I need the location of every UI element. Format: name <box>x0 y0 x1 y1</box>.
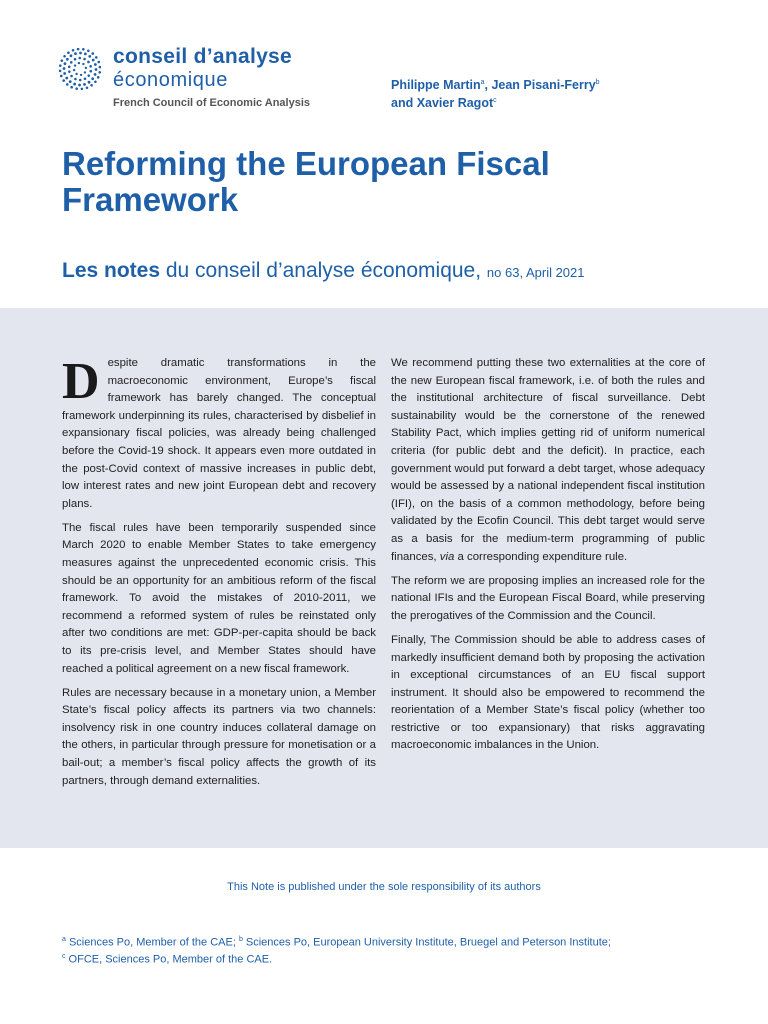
author-2-sup: b <box>595 79 600 86</box>
logo-dot <box>87 61 90 64</box>
logo-dot <box>78 57 81 60</box>
summary-paragraph: Finally, The Commission should be able to address cases of markedly insufficient demand both by proposing the activation in exceptional circumstances of an EU fiscal support instrument. It should also be empowered to recommend the reorientation of a Member State’s fiscal policy (whether too restrictive or too expansionary) that risks aggravating macroeconomic imbalances in the Union. <box>391 633 705 752</box>
logo-dot <box>78 84 81 87</box>
brand-name-line1: conseil d’analyse <box>113 45 293 68</box>
logo-dot <box>94 63 97 66</box>
logo-dot <box>74 78 77 81</box>
footnotes <box>62 933 611 966</box>
logo-dot <box>98 71 101 74</box>
logo-dot <box>97 61 100 64</box>
logo-dot <box>74 58 77 61</box>
logo-dot <box>84 71 86 73</box>
logo-dot <box>70 54 73 57</box>
logo-dot <box>74 52 77 55</box>
footnote-c: OFCE, Sciences Po, Member of the CAE. <box>65 953 273 966</box>
logo-dot <box>75 73 77 75</box>
brand-tagline: French Council of Economic Analysis <box>113 97 311 109</box>
summary-text: a corresponding expenditure rule. <box>454 550 628 563</box>
series-name-rest: du conseil d’analyse économique, <box>160 259 482 282</box>
summary-left-column <box>62 355 376 797</box>
logo-dot <box>68 65 71 68</box>
logo-dot <box>73 69 75 71</box>
logo-dot <box>60 75 63 78</box>
logo-dot <box>59 64 62 67</box>
logo-dot <box>81 88 84 90</box>
logo-dot <box>82 63 84 65</box>
summary-paragraph <box>62 355 376 513</box>
logo-dot <box>66 58 69 61</box>
radial-dots-logo-icon <box>59 48 101 90</box>
logo-dot <box>72 49 75 52</box>
footnote-b: Sciences Po, European University Institute, Bruegel and Peterson Institute; <box>242 936 611 949</box>
logo-dot <box>92 59 95 62</box>
logo-dot <box>70 75 73 78</box>
footnote-b-sup: b <box>238 936 243 943</box>
author-3: and Xavier Ragot <box>391 96 494 111</box>
logo-dot <box>70 61 73 64</box>
series-subtitle <box>62 259 585 283</box>
logo-dot <box>69 80 72 83</box>
logo-dot <box>91 52 94 55</box>
logo-dot <box>59 70 61 73</box>
logo-dot <box>78 62 80 64</box>
logo-dot <box>63 55 66 58</box>
logo-dot <box>79 52 82 55</box>
logo-dot <box>94 73 97 76</box>
logo-dot <box>68 70 71 73</box>
logo-dot <box>65 77 68 80</box>
issue-info: no 63, April 2021 <box>486 265 585 280</box>
logo-dot <box>63 72 66 75</box>
logo-dot <box>83 58 86 61</box>
logo-dot <box>84 78 87 81</box>
logo-dot <box>87 50 90 53</box>
footnote-a: Sciences Po, Member of the CAE; <box>65 936 239 949</box>
logo-dot <box>80 74 82 76</box>
summary-paragraph: The reform we are proposing implies an increased role for the national IFIs and the European Fiscal Board, while preserving the prerogatives of the Commission and the Council. <box>391 574 705 622</box>
author-3-sup: c <box>493 97 497 105</box>
summary-paragraph: Rules are necessary because in a monetary union, a Member State’s fiscal policy affects its partners via two channels: insolvency risk in one country induces collateral damage on the others, in particular through pressure for monetisation or a bail-out; a member’s fiscal policy affects the growth of its partners, through demand externalities. <box>62 686 376 787</box>
logo-dot <box>91 77 94 80</box>
author-1-sup: a <box>480 79 485 86</box>
logo-dot <box>97 76 100 79</box>
logo-dot <box>61 59 64 62</box>
logo-dot <box>82 48 85 51</box>
logo-dot <box>89 70 92 73</box>
summary-paragraph <box>391 355 705 566</box>
logo-dot <box>94 80 97 83</box>
series-name-bold: Les notes <box>62 259 161 282</box>
logo-dot <box>85 67 87 69</box>
logo-dot <box>64 62 67 65</box>
authors-block <box>391 75 600 111</box>
page-title: Reforming the European Fiscal Framework <box>62 145 550 218</box>
logo-dot <box>63 67 66 70</box>
responsibility-note: This Note is published under the sole responsibility of its authors <box>227 881 541 893</box>
logo-dot <box>66 83 69 86</box>
author-2: , Jean Pisani-Ferry <box>484 78 596 93</box>
logo-dot <box>88 81 91 84</box>
author-1: Philippe Martin <box>391 78 481 93</box>
logo-dot <box>84 53 87 56</box>
logo-dot <box>90 84 93 87</box>
footnote-a-sup: a <box>62 936 66 943</box>
summary-text: espite dramatic transformations in the macroeconomic environment, Europe’s fiscal framework has barely changed. The conceptual framework underpinning its rules, characterised by disbelief in expansionary fiscal policies, was already being challenged before the Covid-19 shock. It appears even more outdated in the post-Covid context of massive increases in public debt, low interest rates and new joint European debt and recovery plans. <box>62 357 376 510</box>
logo-dot <box>77 48 80 50</box>
brand-name-line2: économique <box>113 69 228 91</box>
footnote-c-sup: c <box>62 952 66 960</box>
logo-dot <box>67 51 70 54</box>
logo-dot <box>95 56 98 59</box>
logo-dot <box>75 87 78 90</box>
logo-dot <box>88 55 91 58</box>
summary-text: We recommend putting these two externalities at the core of the new European fiscal framework, i.e. of both the rules and the institutional architecture of fiscal surveillance. Debt sustainability would be the cornerstone of the renewed Stability Pact, which implies getting rid of uniform numerical criteria (for public debt and the deficit). In practice, each government would put forward a debt target, whose adequacy would be assessed by a national independent fiscal institution (IFI), on the basis of a common methodology, before being validated by the Ecofin Council. This debt target would serve as a basis for the medium-term programming of public finances, <box>391 357 705 563</box>
logo-dot <box>79 79 82 82</box>
logo-dot <box>62 79 65 82</box>
logo-dot <box>86 86 89 89</box>
logo-dot <box>83 83 86 86</box>
summary-right-column <box>391 355 705 762</box>
logo-dot <box>74 64 76 66</box>
logo-dot <box>73 83 76 86</box>
logo-dot <box>89 65 92 68</box>
summary-text-italic: via <box>439 550 455 563</box>
drop-cap: D <box>62 353 100 410</box>
logo-dot <box>87 74 90 77</box>
logo-dot <box>95 68 98 71</box>
logo-dot <box>70 86 73 89</box>
logo-dot <box>99 66 101 69</box>
summary-paragraph: The fiscal rules have been temporarily suspended since March 2020 to enable Member States to take emergency measures against the unprecedented economic crisis. This should be an opportunity for an ambitious reform of the fiscal framework. To avoid the mistakes of 2010-2011, we recommend a reformed system of rules be reinstated only after two conditions are met: GDP-per-capita should be back to its pre-crisis level, and Member States should have reached a political agreement on a new fiscal framework. <box>62 521 376 675</box>
